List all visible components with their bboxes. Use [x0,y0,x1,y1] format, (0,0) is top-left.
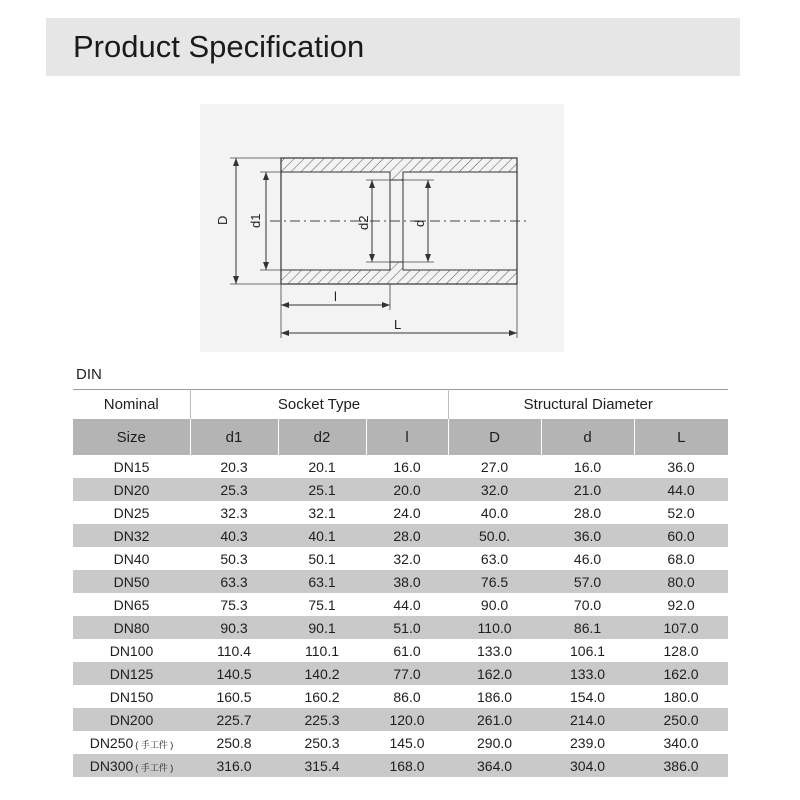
cell-d1: 40.3 [190,524,278,547]
cell-l: 38.0 [366,570,448,593]
table-row [73,501,728,524]
cell-L: 80.0 [634,570,728,593]
size-value: DN65 [113,596,150,613]
cell-d1: 32.3 [220,504,248,521]
cell-l: 61.0 [393,642,421,659]
header-nominal: Nominal [73,390,190,420]
cell-l: 86.0 [393,688,421,705]
cell-d: 57.0 [541,570,634,593]
cell-size [73,662,190,685]
cell-D: 110.0 [448,616,541,639]
cell-size [73,616,190,639]
size-value: DN20 [113,481,150,498]
table-body [73,455,728,777]
cell-l: 145.0 [389,734,425,751]
cell-D: 133.0 [477,642,513,659]
cell-l: 77.0 [366,662,448,685]
size-value: DN25 [113,504,150,521]
cell-d2: 110.1 [305,642,339,659]
cell-l: 28.0 [366,524,448,547]
cell-d2: 25.1 [278,478,366,501]
cell-d1: 140.5 [190,662,278,685]
top-wall-hatch [281,158,517,180]
size-value: DN15 [113,458,150,475]
size-suffix: ( 手工件 ) [135,762,174,773]
cell-d1: 110.4 [217,642,251,659]
label-D: D [215,215,230,225]
cell-l: 32.0 [393,550,421,567]
cell-d2: 63.1 [278,570,366,593]
size-value: DN100 [109,642,154,659]
size-value: DN300 [89,757,134,774]
cell-size [73,478,190,501]
cell-d2: 20.1 [308,458,336,475]
cell-D: 76.5 [448,570,541,593]
cell-d2: 40.1 [278,524,366,547]
table-row [73,708,728,731]
cell-size [73,731,190,754]
cell-D: 27.0 [480,458,509,475]
cell-L: 44.0 [634,478,728,501]
table-row [73,524,728,547]
standard-label: DIN [76,366,102,383]
table-row [73,616,728,639]
cell-L: 92.0 [667,596,695,613]
label-d2: d2 [356,215,371,230]
cell-D: 63.0 [480,550,509,567]
cell-d: 304.0 [541,754,634,777]
size-value: DN200 [109,711,154,728]
size-value: DN250 [89,734,134,751]
size-value: DN32 [113,527,150,544]
table-row [73,593,728,616]
table-row [73,570,728,593]
label-l: l [334,289,337,304]
cell-D: 40.0 [480,504,509,521]
column-header-d2: d2 [278,419,366,455]
cell-D: 364.0 [448,754,541,777]
table-row [73,478,728,501]
cell-l: 24.0 [393,504,421,521]
column-header-row [73,419,728,455]
table-row [73,754,728,777]
cell-d1: 250.8 [216,734,252,751]
label-L: L [394,317,402,332]
cell-D: 290.0 [477,734,513,751]
label-d1: d1 [248,213,263,228]
header-structural-diameter: Structural Diameter [448,390,728,420]
cell-d: 70.0 [573,596,602,613]
cell-d1: 63.3 [190,570,278,593]
cell-d: 106.1 [570,642,606,659]
size-suffix: ( 手工件 ) [135,739,174,750]
cell-d: 36.0 [541,524,634,547]
cell-d1: 160.5 [216,688,252,705]
cell-L: 386.0 [634,754,728,777]
cell-d2: 50.1 [308,550,336,567]
size-value: DN125 [109,665,154,682]
cell-D: 90.0 [480,596,509,613]
cell-size [73,593,190,616]
cell-D: 32.0 [448,478,541,501]
cell-L: 162.0 [634,662,728,685]
cell-L: 52.0 [667,504,695,521]
cell-d2: 160.2 [304,688,340,705]
cell-D: 162.0 [448,662,541,685]
column-header-size: Size [73,419,190,455]
cell-d1: 75.3 [220,596,248,613]
cell-D: 50.0. [448,524,541,547]
table-row [73,547,728,570]
cell-l: 168.0 [366,754,448,777]
column-header-d: d [541,419,634,455]
cell-size [73,708,190,731]
size-value: DN50 [113,573,150,590]
cell-L: 180.0 [663,688,699,705]
table-row [73,685,728,708]
cell-l: 120.0 [366,708,448,731]
cell-D: 186.0 [477,688,513,705]
cell-d: 16.0 [573,458,602,475]
cell-d2: 315.4 [278,754,366,777]
cell-L: 68.0 [667,550,695,567]
cell-L: 107.0 [634,616,728,639]
cell-L: 60.0 [634,524,728,547]
column-header-d1: d1 [190,419,278,455]
header-socket-type: Socket Type [190,390,448,420]
cell-l: 51.0 [366,616,448,639]
size-value: DN150 [109,688,154,705]
column-header-l: l [366,419,448,455]
cell-d: 21.0 [541,478,634,501]
cell-d: 28.0 [573,504,602,521]
cell-d2: 250.3 [304,734,340,751]
cell-size [73,754,190,777]
cell-l: 20.0 [366,478,448,501]
cell-L: 250.0 [634,708,728,731]
cell-size [73,524,190,547]
cell-size [73,547,190,570]
cell-d2: 140.2 [278,662,366,685]
cell-L: 36.0 [667,458,695,475]
technical-drawing-panel [200,104,564,352]
cell-size [73,685,190,708]
cell-d2: 75.1 [308,596,336,613]
label-d: d [412,219,427,227]
cell-D: 261.0 [448,708,541,731]
cell-d: 46.0 [573,550,602,567]
cell-d: 214.0 [541,708,634,731]
cell-L: 128.0 [663,642,699,659]
coupling-drawing [200,104,564,352]
cell-d2: 225.3 [278,708,366,731]
cell-d: 239.0 [570,734,606,751]
cell-d1: 316.0 [190,754,278,777]
specification-table [73,389,728,777]
table-row [73,455,728,478]
cell-d1: 50.3 [220,550,248,567]
bottom-wall-hatch [281,262,517,284]
title-bar [46,18,740,76]
cell-L: 340.0 [663,734,699,751]
cell-d1: 20.3 [220,458,248,475]
cell-l: 16.0 [393,458,421,475]
cell-d2: 32.1 [308,504,336,521]
cell-size [73,639,190,662]
size-value: DN80 [113,619,150,636]
column-header-L: L [634,419,728,455]
cell-l: 44.0 [393,596,421,613]
cell-d: 154.0 [570,688,606,705]
cell-d1: 225.7 [190,708,278,731]
table-row [73,662,728,685]
column-header-D: D [448,419,541,455]
cell-size [73,455,190,478]
cell-d: 86.1 [541,616,634,639]
cell-d1: 25.3 [190,478,278,501]
group-header-row [73,390,728,420]
table-row [73,731,728,754]
cell-d: 133.0 [541,662,634,685]
cell-size [73,501,190,524]
cell-d2: 90.1 [278,616,366,639]
page-title: Product Specification [73,29,365,64]
cell-d1: 90.3 [190,616,278,639]
table-row [73,639,728,662]
cell-size [73,570,190,593]
size-value: DN40 [113,550,150,567]
